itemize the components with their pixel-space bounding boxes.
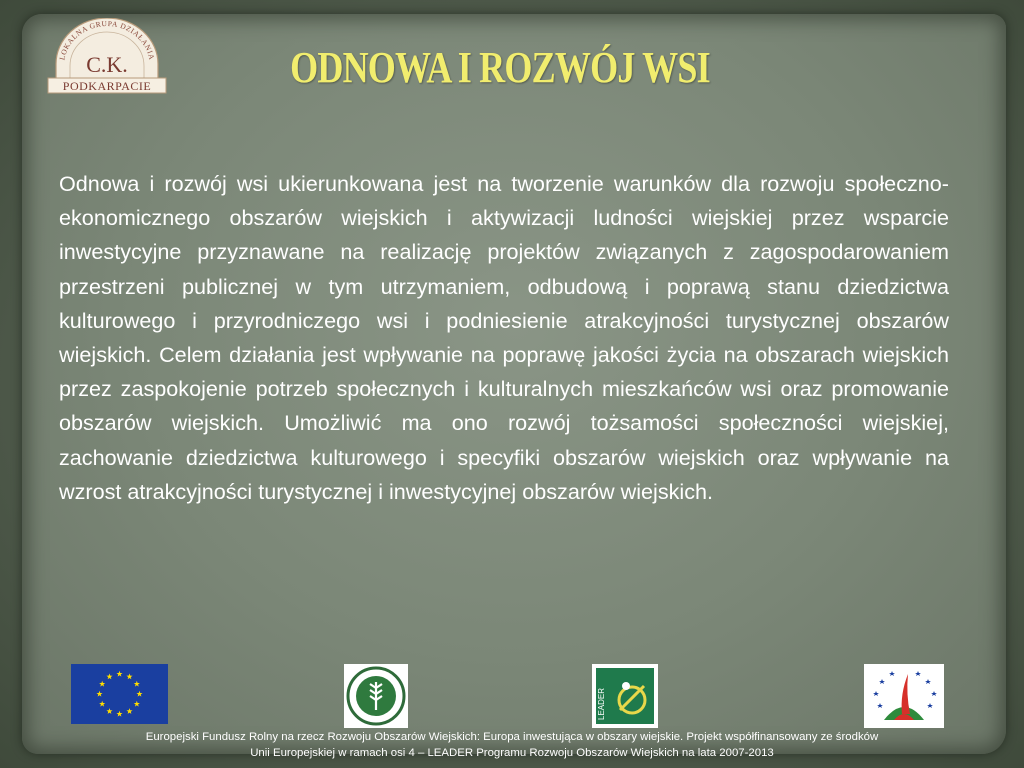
- footer-text: [40, 729, 984, 761]
- leader-logo-icon: [592, 664, 658, 728]
- slide-body-text: Odnowa i rozwój wsi ukierunkowana jest na tworzenie warunków dla rozwoju społeczno-ekonomicznego obszarów wiejskich i aktywizacji ludności wiejskiej przez wsparcie inwestycyjne przyznawane na realizację projektów związanych z zagospodarowaniem przestrzeni publicznej w tym utrzymaniem, odbudową i poprawą stanu dziedzictwa kulturowego i przyrodniczego wsi i podniesienie atrakcyjności turystycznej obszarów wiejskich. Celem działania jest wpływanie na poprawę jakości życia na obszarach wiejskich przez zaspokojenie potrzeb społecznych i kulturalnych mieszkańców wsi oraz promowanie obszarów wiejskich. Umożliwić ma ono rozwój tożsamości społeczności wiejskiej, zachowanie dziedzictwa kulturowego i specyfiki obszarów wiejskich oraz wpływanie na wzrost atrakcyjności turystycznej i inwestycyjnej obszarów wiejskich.: [59, 171, 949, 504]
- logo-initials: C.K.: [86, 52, 128, 77]
- leader-logo-text: LEADER: [597, 687, 606, 720]
- slide-title: ODNOWA I ROZWÓJ WSI: [290, 43, 710, 92]
- footer-line-1: Europejski Fundusz Rolny na rzecz Rozwoju Obszarów Wiejskich: Europa inwestująca w obszary wiejskie. Projekt współfinansowany ze środków: [145, 731, 879, 743]
- eu-flag-icon: [71, 664, 168, 724]
- logo-arc-text: LOKALNA GRUPA DZIAŁANIA: [57, 18, 157, 61]
- lgd-logo: [46, 18, 168, 98]
- ministry-seal-icon: [344, 664, 408, 728]
- footer-line-2: Unii Europejskiej w ramach osi 4 – LEADER Programu Rozwoju Obszarów Wiejskich na lata 2007-2013: [250, 747, 774, 759]
- logo-banner-text: PODKARPACIE: [62, 79, 152, 93]
- prow-logo-icon: [864, 664, 944, 728]
